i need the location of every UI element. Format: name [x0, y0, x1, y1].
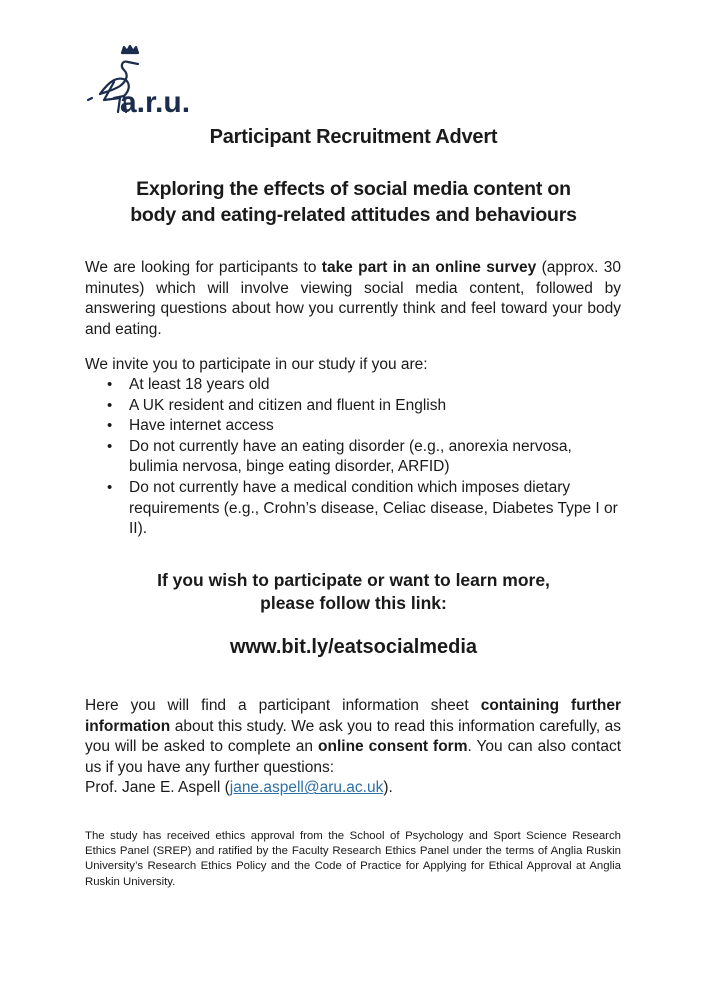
list-item: • At least 18 years old — [85, 375, 621, 396]
intro-paragraph — [85, 258, 621, 340]
bullet-icon: • — [107, 417, 113, 435]
cta-line1: If you wish to participate or want to learn more, — [157, 570, 550, 590]
list-item: • Have internet access — [85, 416, 621, 437]
eligibility-list — [85, 375, 621, 540]
intro-text-2: (approx. 30 minutes) which will involve viewing social media content, followed by answering questions about how you currently think and feel toward your body and eating. — [85, 259, 622, 338]
svg-text:a.r.u.: a.r.u. — [120, 86, 191, 115]
bullet-icon: • — [107, 478, 113, 496]
study-title-line1: Exploring the effects of social media content on — [136, 178, 571, 200]
intro-text-1: We are looking for participants to — [85, 259, 322, 276]
aru-logo — [84, 40, 204, 115]
call-to-action — [0, 569, 707, 615]
eligibility-intro: We invite you to participate in our study if you are: — [85, 356, 428, 373]
bullet-icon: • — [107, 376, 113, 393]
survey-link[interactable]: www.bit.ly/eatsocialmedia — [229, 636, 478, 658]
bullet-icon: • — [107, 396, 113, 414]
ethics-statement: The study has received ethics approval from the School of Psychology and Sport Science Research Ethics Panel (SREP) and ratified by the Faculty Research Ethics Panel under the terms of Anglia Ruskin University’s Research Ethics Policy and the Code of Practice for Applying for Ethical Approval at Anglia Ruskin University. — [85, 830, 621, 888]
list-item: • A UK resident and citizen and fluent in English — [85, 396, 621, 417]
heron-crest-icon — [84, 40, 204, 115]
contact-email-link[interactable]: jane.aspell@aru.ac.uk — [229, 779, 384, 797]
list-item: • Do not currently have a medical condition which imposes dietary requirements (e.g., Crohn’s disease, Celiac disease, Diabetes Type I or II). — [107, 478, 618, 538]
further-bold-consent: online consent form — [318, 738, 468, 756]
further-bold-info: containing further information — [85, 697, 622, 735]
contact-name: Prof. Jane E. Aspell ( — [85, 779, 230, 797]
intro-bold-survey: take part in an online survey — [321, 259, 537, 276]
list-item: • Do not currently have an eating disorder (e.g., anorexia nervosa, bulimia nervosa, binge eating disorder, ARFID) — [107, 437, 572, 476]
page-title: Participant Recruitment Advert — [209, 126, 498, 148]
cta-line2: please follow this link: — [260, 593, 447, 613]
study-title-line2: body and eating-related attitudes and behaviours — [130, 204, 577, 226]
further-info-paragraph: Here you will find a participant information sheet containing further information about this study. We ask you to read this information carefully, as you will be asked to complete an online consent form. You can also contact us if you have any further questions: Prof. Jane E. Aspell (jane.aspell@aru.ac.uk). — [85, 697, 622, 797]
study-title — [60, 176, 647, 228]
bullet-icon: • — [107, 437, 113, 455]
